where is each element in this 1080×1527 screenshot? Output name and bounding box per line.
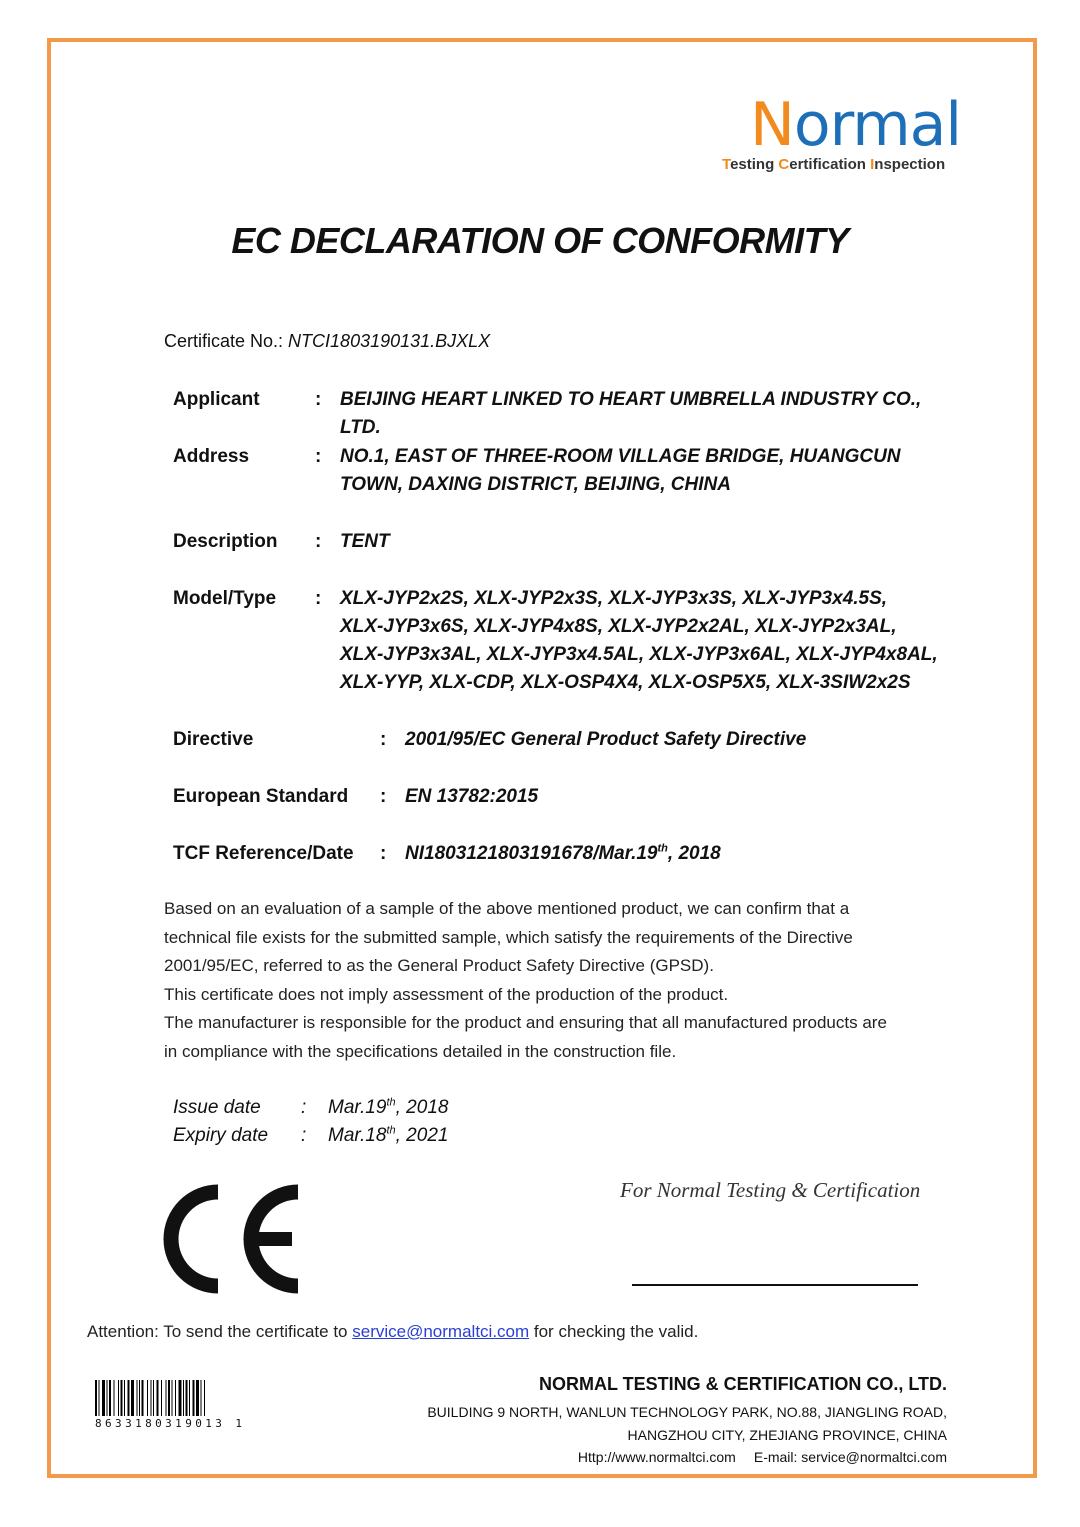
validity-dates — [173, 1094, 493, 1150]
model-type-value: XLX-JYP2x2S, XLX-JYP2x3S, XLX-JYP3x3S, XLX-JYP3x4.5S, XLX-JYP3x6S, XLX-JYP4x8S, XLX-JYP2x2AL, XLX-JYP2x3AL, XLX-JYP3x3AL, XLX-JYP3x4.5AL, XLX-JYP3x6AL, XLX-JYP4x8AL, XLX-YYP, XLX-CDP, XLX-OSP4X4, XLX-OSP5X5, XLX-3SIW2x2S — [340, 588, 938, 693]
logo-wordmark: Normal — [750, 90, 962, 160]
declaration-text: Based on an evaluation of a sample of the above mentioned product, we can confirm that a technical file exists for the submitted sample, which satisfy the requirements of the Directive 2001/95/EC, referred to as the General Product Safety Directive (GPSD). This certificate does not imply assessment of the production of the product. The manufacturer is responsible for the product and ensuring that all manufactured products are in compliance with the specifications detailed in the construction file. — [164, 899, 887, 1061]
ce-mark-icon — [158, 1184, 308, 1299]
company-email[interactable]: E-mail: service@normaltci.com — [753, 1449, 947, 1465]
tcf-value: NI1803121803191678/Mar.19th, 2018 — [405, 842, 721, 864]
attention-note: Attention: To send the certificate to service@normaltci.com for checking the valid. — [87, 1322, 699, 1341]
description-value: TENT — [340, 531, 390, 552]
service-email-link[interactable]: service@normaltci.com — [352, 1322, 530, 1341]
certificate-number: Certificate No.: NTCI1803190131.BJXLX — [164, 331, 491, 351]
issue-date: Issue date : Mar.19th, 2018 — [173, 1096, 449, 1118]
normal-logo — [722, 92, 992, 173]
company-name: NORMAL TESTING & CERTIFICATION CO., LTD. — [539, 1374, 947, 1394]
issuer-company: NORMAL TESTING & CERTIFICATION CO., LTD. BUILDING 9 NORTH, WANLUN TECHNOLOGY PARK, NO.88, JIANGLING ROAD, HANGZHOU CITY, ZHEJIANG PROVINCE, CHINA Http://www.normaltci.com E-mail: service@normaltci.com — [427, 1374, 947, 1465]
logo-tagline: Testing Certification Inspection — [722, 156, 946, 173]
barcode — [95, 1380, 285, 1430]
directive-value: 2001/95/EC General Product Safety Directive — [405, 729, 807, 750]
signature-caption: For Normal Testing & Certification — [620, 1178, 921, 1202]
barcode-number: 8633180319013 1 — [95, 1417, 246, 1430]
document-title: EC DECLARATION OF CONFORMITY — [231, 220, 849, 261]
company-website[interactable]: Http://www.normaltci.com — [577, 1449, 736, 1465]
standard-value: EN 13782:2015 — [405, 786, 539, 807]
barcode-bars — [95, 1380, 285, 1416]
expiry-date: Expiry date : Mar.18th, 2021 — [173, 1124, 449, 1146]
applicant-value: BEIJING HEART LINKED TO HEART UMBRELLA INDUSTRY CO., LTD. — [340, 389, 922, 438]
signature-line — [632, 1284, 918, 1286]
address-value: NO.1, EAST OF THREE-ROOM VILLAGE BRIDGE, HUANGCUN TOWN, DAXING DISTRICT, BEIJING, CHINA — [340, 446, 901, 495]
